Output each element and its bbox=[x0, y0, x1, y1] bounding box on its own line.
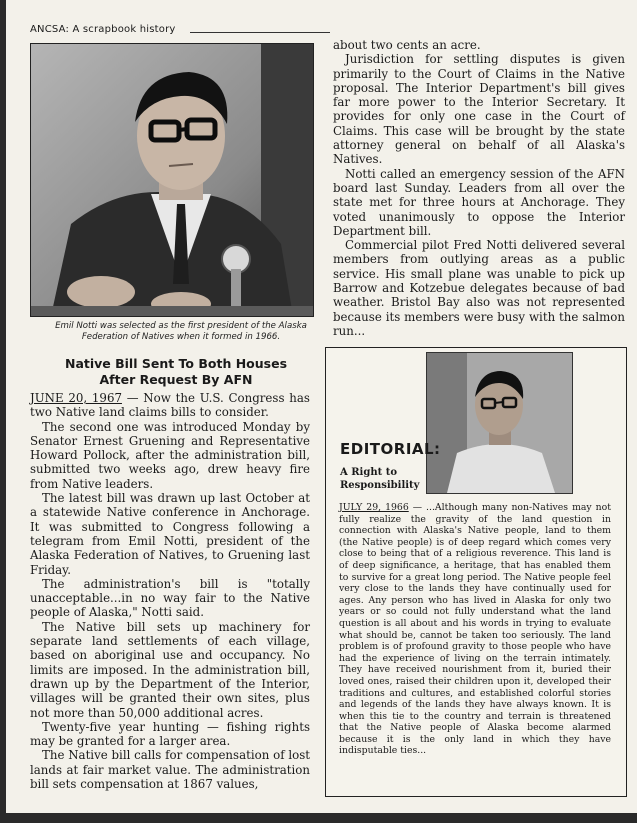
article-paragraph-4: The administration's bill is "totally unacceptable...in no way fair to the Native people of Alaska," Notti said. bbox=[30, 576, 310, 620]
editorial-title: EDITORIAL: bbox=[340, 440, 441, 458]
article-paragraph-10: Notti called an emergency session of the AFN board last Sunday. Leaders from all over the state met for three hours at Anchorage. They voted unanimously to oppose the Interior Department bill. bbox=[333, 166, 625, 238]
photo-emil-notti bbox=[30, 43, 314, 317]
editorial-subtitle: A Right to Responsibility bbox=[340, 467, 420, 491]
article-headline bbox=[40, 356, 312, 388]
article-paragraph-7: The Native bill calls for compensation of lost lands at fair market value. The administration bill sets compensation at 1867 values, bbox=[30, 748, 310, 792]
article-paragraph-3: The latest bill was drawn up last October at a statewide Native conference in Anchorage. It was submitted to Congress following a telegram from Emil Notti, president of the Alaska Federation of Natives, to Gruening last Friday. bbox=[30, 491, 310, 577]
article-paragraph-1 bbox=[30, 391, 310, 420]
editorial-dateline: JULY 29, 1966 bbox=[339, 502, 409, 513]
article-paragraph-9: Jurisdiction for settling disputes is given primarily to the Court of Claims in the Native proposal. The Interior Department's bill gives far more power to the Interior Secretary. It provides for only one case in the Court of Claims. This case will be brought by the state attorney general on behalf of all Alaska's Natives. bbox=[333, 52, 625, 167]
editorial-portrait bbox=[427, 353, 572, 493]
running-header bbox=[30, 24, 176, 35]
editorial-body bbox=[339, 502, 611, 757]
scan-edge-bottom bbox=[0, 813, 637, 823]
article-column-right bbox=[333, 38, 625, 338]
article-dateline: JUNE 20, 1967 bbox=[30, 391, 122, 405]
article-paragraph-6: Twenty-five year hunting — fishing rights may be granted for a larger area. bbox=[30, 719, 310, 749]
article-paragraph-2: The second one was introduced Monday by Senator Ernest Gruening and Representative Howard Pollock, after the administration bill, submitted two weeks ago, drew heavy fire from Native leaders. bbox=[30, 419, 310, 491]
article-p1-text: — Now the U.S. Congress has two Native land claims bills to consider. bbox=[30, 391, 310, 420]
header-text: ANCSA: A scrapbook history bbox=[30, 24, 176, 35]
portrait-illustration bbox=[31, 44, 313, 316]
article-paragraph-8: about two cents an acre. bbox=[333, 38, 481, 52]
header-rule bbox=[190, 32, 330, 33]
photo-caption: Emil Notti was selected as the first president of the Alaska Federation of Natives when it formed in 1966. bbox=[55, 321, 307, 342]
article-paragraph-11: Commercial pilot Fred Notti delivered several members from outlying areas as a public service. His small plane was unable to pick up Barrow and Kotzebue delegates because of bad weather. Bristol Bay also was not represented because its members were busy with the salmon run... bbox=[333, 238, 625, 338]
editorial-box bbox=[325, 347, 627, 797]
editorial-text: — ...Although many non-Natives may not fully realize the gravity of the land question in connection with Alaska's Native people, land to them (the Native people) is of deep regard which comes very close to being that of a religious reverence. This land is of deep significance, a heritage, that has enabled them to survive for a great long period. The Native people feel very close to the lands they have continually used for ages. Any person who has lived in Alaska for only two years or so could not fully understand what the land question is all about and his words in trying to evaluate what should be, cannot be taken too seriously. The land problem is of profound gravity to those people who have had the experience of living on the terrain intimately. They have received nourishment from it, buried their loved ones, raised their children upon it, developed their traditions and cultures, and established colorful stories and legends of the lands they have always known. It is when this tie to the country and terrain is threatened that the Native people of Alaska become alarmed because it is the only land in which they have indisputable ties... bbox=[339, 502, 611, 757]
article-paragraph-5: The Native bill sets up machinery for separate land settlements of each village, based on aboriginal use and occupancy. No limits are imposed. In the administration bill, drawn up by the Department of the Interior, villages will be granted their own sites, plus not more than 50,000 additional acres. bbox=[30, 619, 310, 720]
headline-line-2: After Request By AFN bbox=[99, 372, 253, 387]
scan-edge-left bbox=[0, 0, 6, 823]
editorial-photo bbox=[426, 352, 573, 494]
article-column-left bbox=[30, 391, 310, 791]
headline-line-1: Native Bill Sent To Both Houses bbox=[64, 356, 288, 371]
